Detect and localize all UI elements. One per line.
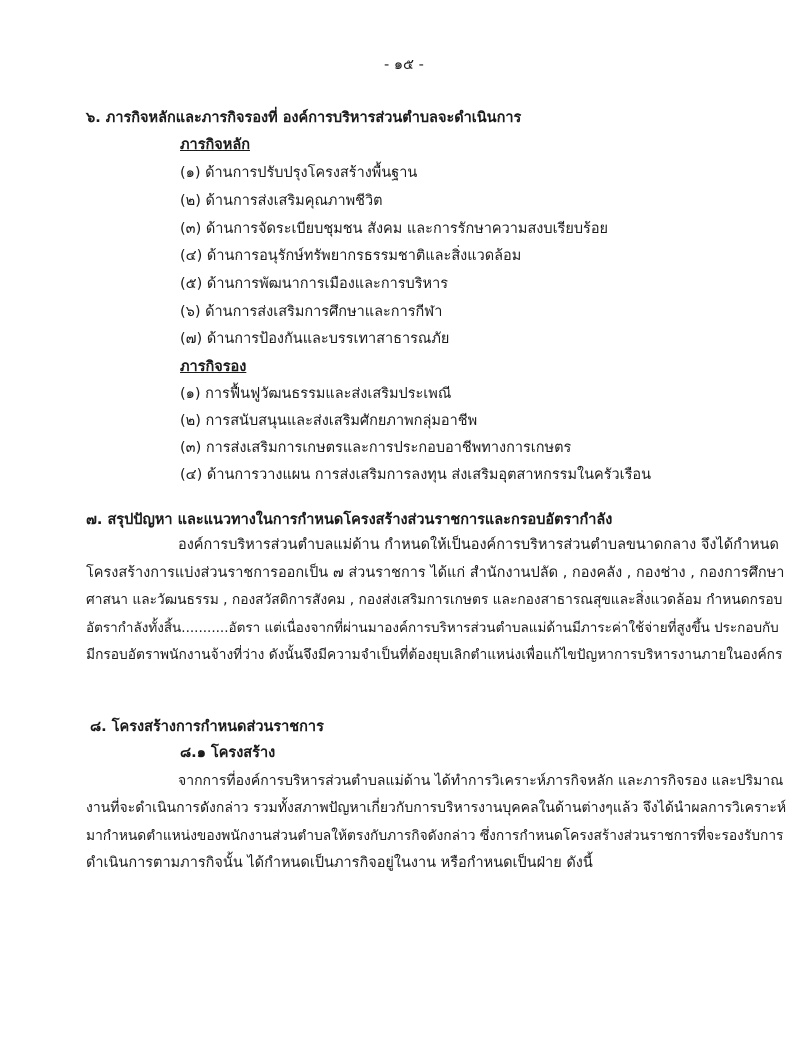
section7-heading: ๗. สรุปปัญหา และแนวทางในการกำหนดโครงสร้างส่วนราชการและกรอบอัตรากำลัง — [86, 512, 613, 528]
section6-heading: ๖. ภารกิจหลักและภารกิจรองที่ องค์การบริหารส่วนตำบลจะดำเนินการ — [86, 110, 522, 126]
secondary-mission-item: (๔) ด้านการวางแผน การส่งเสริมการลงทุน ส่งเสริมอุตสาหกรรมในครัวเรือน — [180, 467, 652, 483]
section7-paragraph-line: มีกรอบอัตราพนักงานจ้างที่ว่าง ดังนั้นจึงมีความจำเป็นที่ต้องยุบเลิกตำแหน่งเพื่อแก้ไขปัญหาการบริหารงานภายในองค์กร — [86, 647, 783, 663]
main-mission-item: (๓) ด้านการจัดระเบียบชุมชน สังคม และการรักษาความสงบเรียบร้อย — [180, 221, 609, 237]
section8-paragraph-line: มากำหนดตำแหน่งของพนักงานส่วนตำบลให้ตรงกับภารกิจดังกล่าว ซึ่งการกำหนดโครงสร้างส่วนราชการที่จะรองรับการ — [86, 828, 784, 844]
main-mission-item: (๒) ด้านการส่งเสริมคุณภาพชีวิต — [180, 193, 383, 209]
secondary-missions-title: ภารกิจรอง — [180, 359, 247, 375]
secondary-mission-item: (๓) การส่งเสริมการเกษตรและการประกอบอาชีพทางการเกษตร — [180, 440, 572, 456]
section8-subheading: ๘.๑ โครงสร้าง — [180, 745, 276, 761]
main-mission-item: (๗) ด้านการป้องกันและบรรเทาสาธารณภัย — [180, 331, 450, 347]
secondary-mission-item: (๑) การฟื้นฟูวัฒนธรรมและส่งเสริมประเพณี — [180, 386, 452, 402]
section8-paragraph-line: งานที่จะดำเนินการดังกล่าว รวมทั้งสภาพปัญหาเกี่ยวกับการบริหารงานบุคคลในด้านต่างๆแล้ว จึงได้นำผลการวิเคราะห์ — [86, 800, 787, 816]
section7-paragraph-line: อัตรากำลังทั้งสิ้น...........อัตรา แต่เนื่องจากที่ผ่านมาองค์การบริหารส่วนตำบลแม่ด้านมีภาระค่าใช้จ่ายที่สูงขึ้น ประกอบกับ — [86, 620, 779, 636]
section8-paragraph-line: จากการที่องค์การบริหารส่วนตำบลแม่ด้าน ได้ทำการวิเคราะห์ภารกิจหลัก และภารกิจรอง และปริมาณ — [178, 773, 784, 789]
section8-paragraph-line: ดำเนินการตามภารกิจนั้น ได้กำหนดเป็นภารกิจอยู่ในงาน หรือกำหนดเป็นฝ่าย ดังนี้ — [86, 855, 593, 871]
main-mission-item: (๔) ด้านการอนุรักษ์ทรัพยากรธรรมชาติและสิ่งแวดล้อม — [180, 248, 522, 264]
page-number: - ๑๕ - — [384, 57, 424, 73]
main-missions-title: ภารกิจหลัก — [180, 137, 250, 153]
main-mission-item: (๕) ด้านการพัฒนาการเมืองและการบริหาร — [180, 276, 449, 292]
main-mission-item: (๑) ด้านการปรับปรุงโครงสร้างพื้นฐาน — [180, 165, 418, 181]
section8-heading: ๘. โครงสร้างการกำหนดส่วนราชการ — [90, 719, 324, 735]
section7-paragraph-line: โครงสร้างการแบ่งส่วนราชการออกเป็น ๗ ส่วนราชการ ได้แก่ สำนักงานปลัด , กองคลัง , กองช่าง , กองการศึกษา — [86, 565, 785, 581]
section7-paragraph-line: ศาสนา และวัฒนธรรม , กองสวัสดิการสังคม , กองส่งเสริมการเกษตร และกองสาธารณสุขและสิ่งแวดล้อม กำหนดกรอบ — [86, 592, 783, 608]
secondary-mission-item: (๒) การสนับสนุนและส่งเสริมศักยภาพกลุ่มอาชีพ — [180, 413, 478, 429]
section7-paragraph-line: องค์การบริหารส่วนตำบลแม่ด้าน กำหนดให้เป็นองค์การบริหารส่วนตำบลขนาดกลาง จึงได้กำหนด — [178, 537, 779, 553]
main-mission-item: (๖) ด้านการส่งเสริมการศึกษาและการกีฬา — [180, 304, 443, 320]
